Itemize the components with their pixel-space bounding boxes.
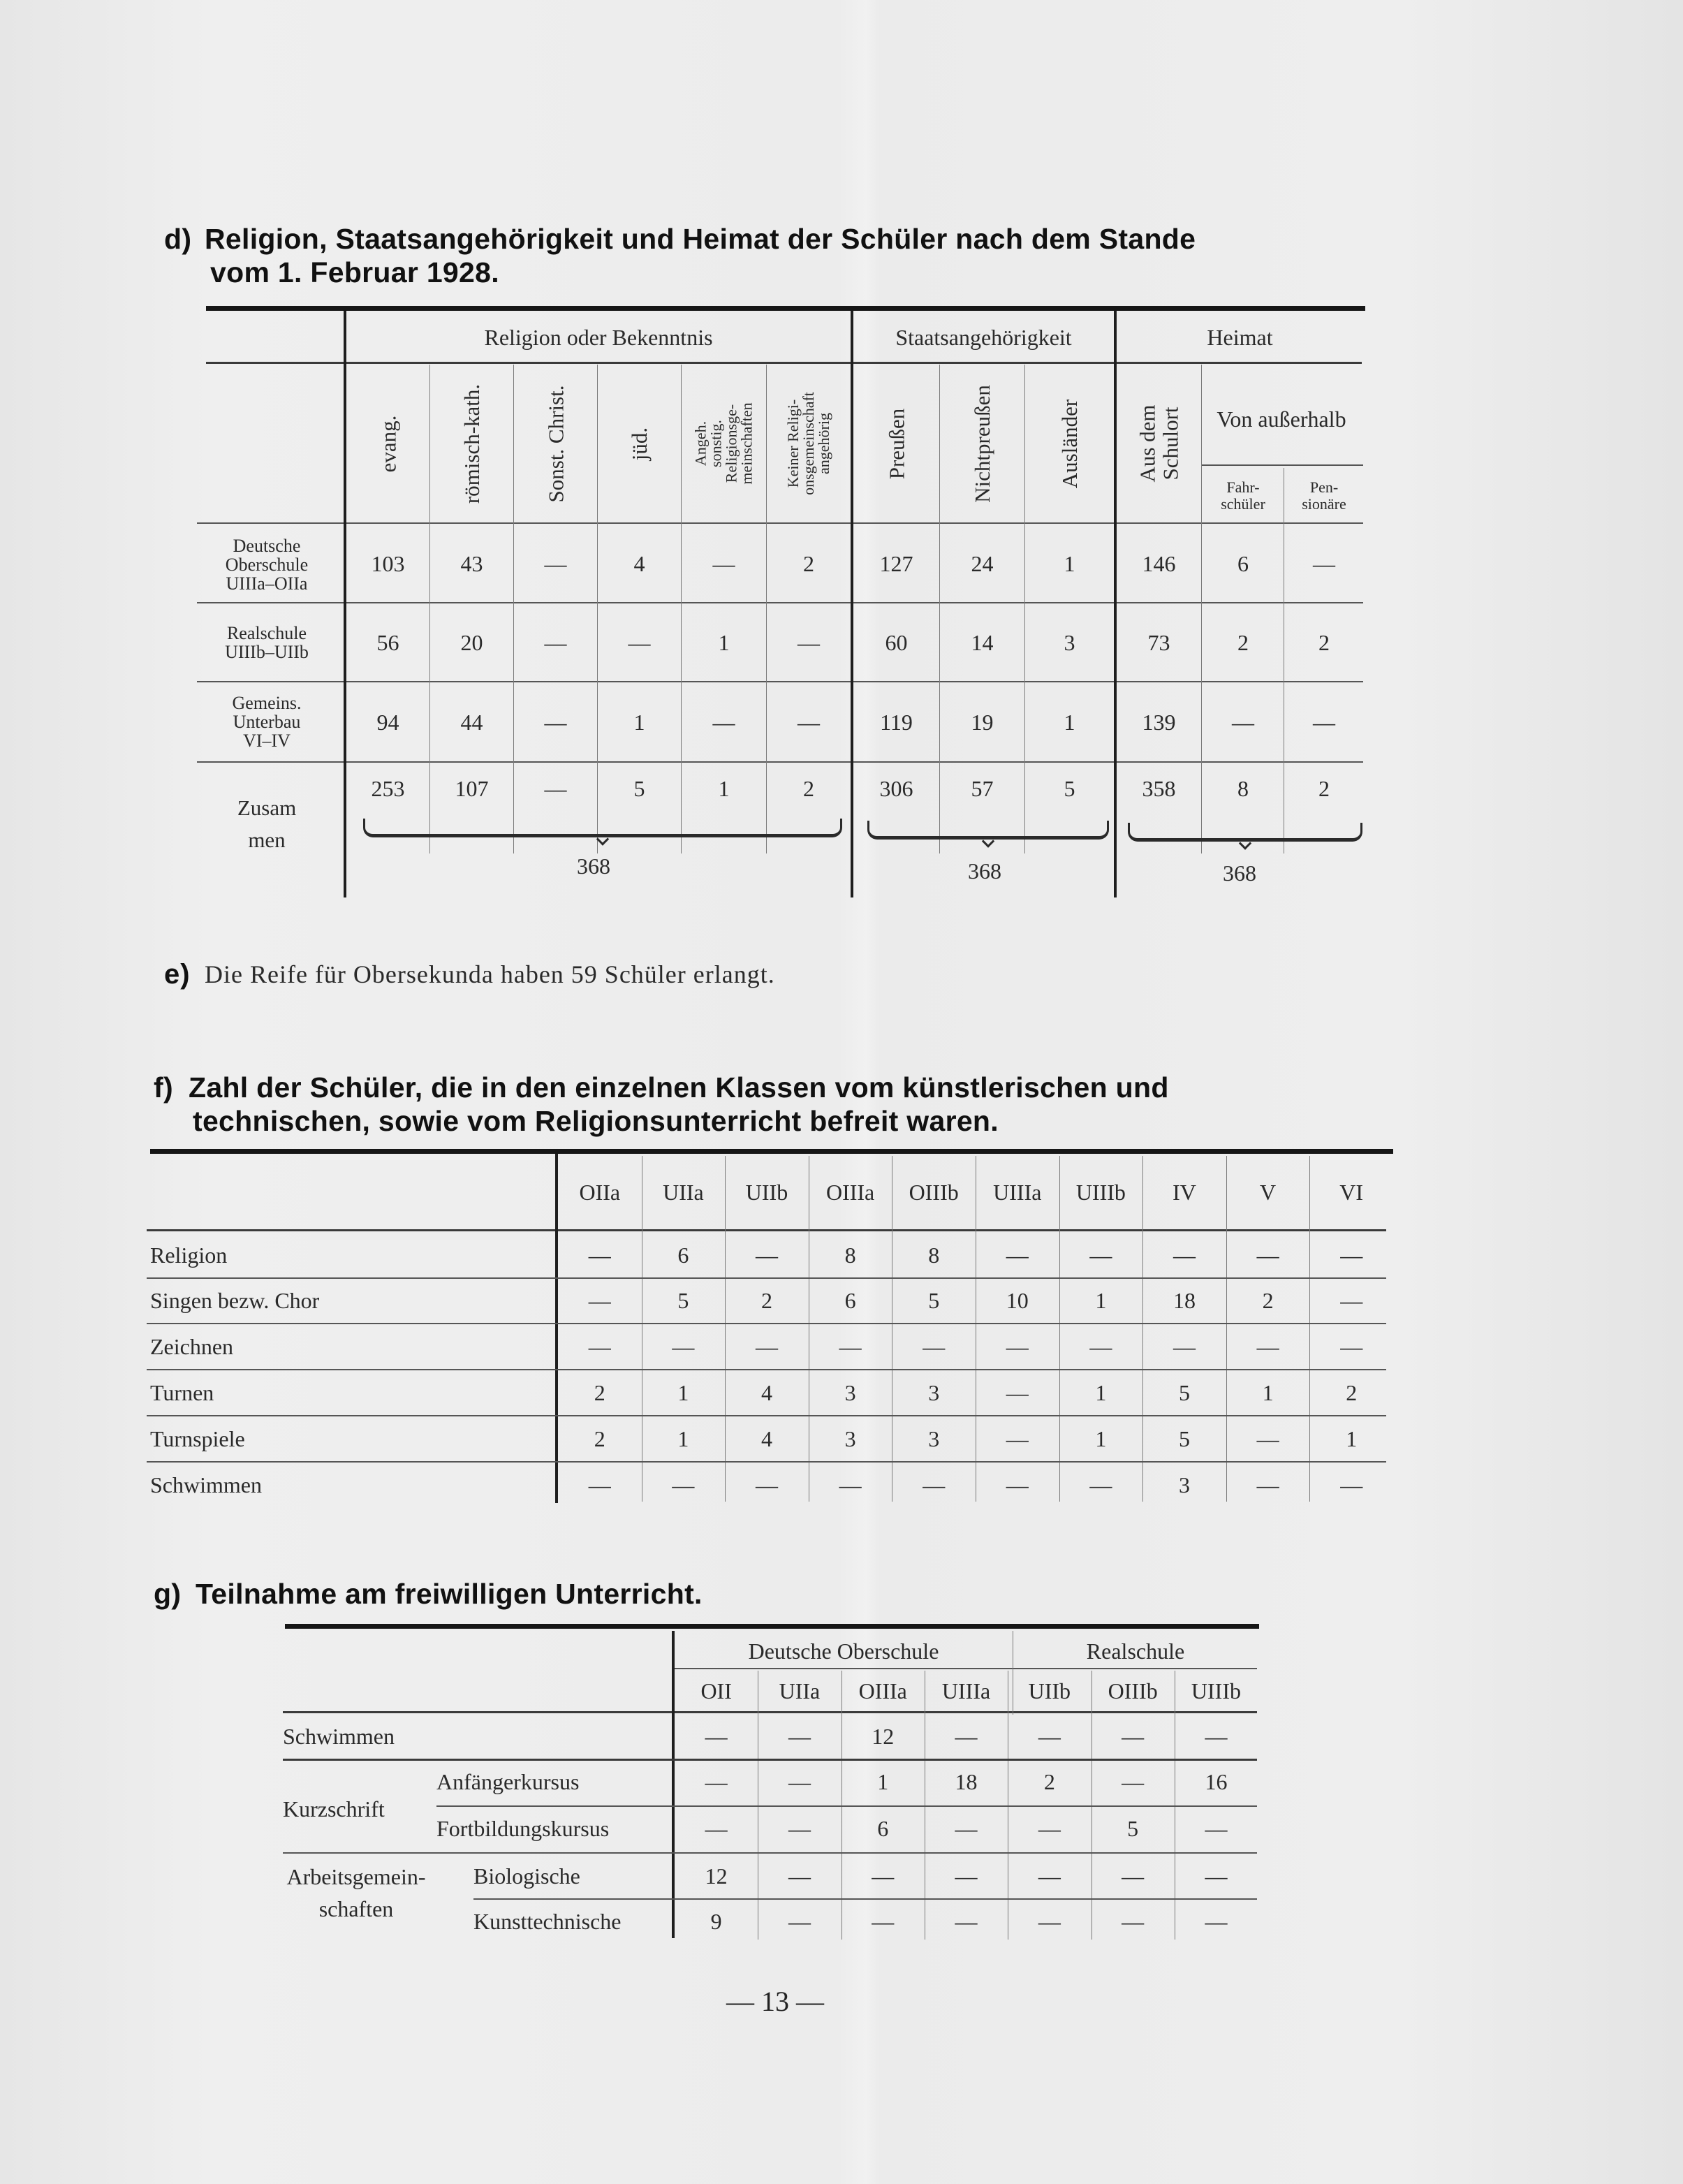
table-g-cell: — [788, 1863, 811, 1889]
table-d-cell: 43 [460, 550, 483, 576]
table-d-cell: 253 [371, 775, 405, 801]
table-f-cell: 5 [677, 1287, 689, 1313]
table-f-cell: — [839, 1472, 862, 1497]
table-d-subgroup-rule [1201, 464, 1363, 466]
table-f-cell: 3 [928, 1379, 940, 1405]
table-d-cell: 20 [460, 630, 483, 655]
table-g-cell: — [788, 1723, 811, 1749]
col-header-sonst-christ [514, 365, 597, 522]
col-header-pensionaere: Pen-sionäre [1302, 478, 1346, 513]
table-g-cell: 6 [877, 1815, 889, 1841]
table-d-cell: 3 [1064, 630, 1075, 655]
row-label-deutsche-oberschule: Deutsche Oberschule UIIIa–OIIa [225, 535, 309, 594]
table-f-col-header: OIIa [579, 1180, 621, 1205]
table-f-cell: — [1256, 1333, 1279, 1359]
section-d-title-line1: Religion, Staatsangehörigkeit und Heimat der Schüler nach dem Stande [205, 223, 1196, 255]
col-header-evang [346, 365, 429, 522]
table-f-cell: 3 [844, 1426, 856, 1451]
table-d-top-rule [206, 306, 1365, 311]
table-f-cell: — [1340, 1287, 1363, 1313]
group-header-citizenship: Staatsangehörigkeit [895, 324, 1072, 350]
table-d-cell: 44 [460, 710, 483, 735]
table-f-cell: — [1006, 1379, 1029, 1405]
section-f-label: f) [154, 1071, 173, 1104]
section-d-heading [164, 222, 1414, 289]
table-f-cell: — [1006, 1242, 1029, 1268]
table-g-row-rule [436, 1805, 1257, 1807]
table-g-cell: 12 [872, 1723, 895, 1749]
col-header-text: Keiner Religi-onsgemeinschaft angehörig [784, 392, 832, 495]
table-d-cell: 2 [1318, 630, 1330, 655]
section-e-label: e) [164, 958, 191, 990]
table-g-cell: — [955, 1723, 978, 1749]
table-f-row-label: Turnspiele [150, 1426, 245, 1451]
table-d-cell: 1 [1064, 550, 1075, 576]
table-g-cell: — [705, 1768, 728, 1794]
table-f-cell: — [1340, 1242, 1363, 1268]
table-g-cell: — [1122, 1723, 1145, 1749]
table-f-cell: — [1256, 1426, 1279, 1451]
table-f-row-label: Singen bezw. Chor [150, 1287, 320, 1313]
brace-home [1128, 823, 1362, 842]
row-group-kurzschrift: Kurzschrift [283, 1796, 385, 1822]
table-g-cell: — [788, 1908, 811, 1934]
table-f-cell: 2 [1346, 1379, 1358, 1405]
table-g-cell: — [1122, 1768, 1145, 1794]
table-d-cell: 5 [1064, 775, 1075, 801]
table-d-group-rule [206, 362, 1362, 364]
table-f-cell: — [1006, 1333, 1029, 1359]
table-d-header-bottom [197, 522, 1363, 524]
row-label-unterbau: Gemeins. Unterbau VI–IV [232, 692, 302, 751]
table-g-row-label: Anfängerkursus [436, 1768, 580, 1794]
table-f-cell: — [1173, 1333, 1196, 1359]
table-f-cell: 6 [677, 1242, 689, 1268]
table-f-cell: — [755, 1333, 778, 1359]
table-f-cell: 1 [1095, 1379, 1107, 1405]
col-header-text: römisch-kath. [460, 383, 485, 504]
table-d-cell: 6 [1237, 550, 1249, 576]
table-g-cell: — [788, 1768, 811, 1794]
table-f-col-header: VI [1339, 1180, 1364, 1205]
table-f-cell: 2 [760, 1287, 772, 1313]
table-f-cell: — [588, 1287, 611, 1313]
group-header-home-outside: Von außerhalb [1217, 406, 1346, 432]
table-g-cell: — [1038, 1723, 1061, 1749]
table-d-cell: — [544, 710, 567, 735]
table-f-cell: 6 [844, 1287, 856, 1313]
col-header-keine-religion [767, 365, 851, 522]
table-f-row-label: Turnen [150, 1379, 214, 1405]
table-f-cell: — [588, 1242, 611, 1268]
table-d-cell: 1 [633, 710, 645, 735]
section-d-title-line2: vom 1. Februar 1928. [210, 256, 499, 288]
table-g-cell: — [788, 1815, 811, 1841]
table-f-cell: — [755, 1242, 778, 1268]
table-g-row-label: Kunsttechnische [473, 1908, 622, 1934]
table-g-cell: — [1122, 1908, 1145, 1934]
table-d-cell: 14 [971, 630, 994, 655]
table-f-cell: — [1340, 1333, 1363, 1359]
table-f-cell: 1 [1262, 1379, 1274, 1405]
table-d-row-rule [197, 681, 1363, 682]
table-d-cell: 2 [1318, 775, 1330, 801]
col-header-roem-kath [430, 365, 513, 522]
table-f-col-header: UIIIb [1075, 1180, 1126, 1205]
table-g-cell: — [1205, 1863, 1228, 1889]
page-number: — 13 — [726, 1985, 824, 2017]
table-d-cell: 19 [971, 710, 994, 735]
table-g-cell: — [955, 1908, 978, 1934]
table-g-cell: 12 [705, 1863, 728, 1889]
table-g-cell: — [1122, 1863, 1145, 1889]
table-d-row-rule [197, 602, 1363, 603]
table-f-cell: — [1006, 1472, 1029, 1497]
group-header-realschule: Realschule [1086, 1638, 1185, 1664]
table-f-cell: 2 [594, 1426, 605, 1451]
table-g-group-rule [675, 1668, 1257, 1669]
table-d-cell: — [798, 630, 820, 655]
table-g-cell: — [872, 1863, 895, 1889]
total-religion: 368 [577, 853, 610, 879]
table-d-cell: 24 [971, 550, 994, 576]
table-f-cell: 3 [1178, 1472, 1190, 1497]
table-f-col-header: UIIIa [993, 1180, 1042, 1205]
table-d-cell: — [544, 630, 567, 655]
table-d-cell: — [1313, 710, 1335, 735]
col-header-auslaender [1025, 365, 1114, 522]
table-g-cell: 16 [1205, 1768, 1228, 1794]
table-g-row-rule [473, 1898, 1257, 1900]
table-f-cell: 3 [844, 1379, 856, 1405]
table-f-cell: 2 [1262, 1287, 1274, 1313]
table-g-row-rule [283, 1852, 1257, 1854]
table-f-cell: 1 [677, 1379, 689, 1405]
table-d-cell: 107 [455, 775, 489, 801]
brace-citizenship [867, 821, 1109, 840]
col-header-preussen [853, 365, 939, 522]
table-f-cell: — [1006, 1426, 1029, 1451]
table-f-col-header: UIIa [663, 1180, 704, 1205]
table-g-cell: — [1038, 1863, 1061, 1889]
total-citizenship: 368 [968, 858, 1001, 884]
section-d-label: d) [164, 223, 192, 255]
row-label-zusammen: Zusammen [237, 796, 297, 852]
table-g-col-header: OIIIa [858, 1678, 907, 1703]
table-f-cell: 5 [1178, 1379, 1190, 1405]
table-d-cell: — [712, 550, 735, 576]
group-header-deutsche-oberschule: Deutsche Oberschule [748, 1638, 939, 1664]
table-g-cell: — [705, 1815, 728, 1841]
section-g-label: g) [154, 1578, 182, 1610]
table-f-cell: — [1173, 1242, 1196, 1268]
table-d-cell: 1 [1064, 710, 1075, 735]
col-header-text: Preußen [884, 408, 909, 479]
section-e-text: Die Reife für Obersekunda haben 59 Schüler erlangt. [205, 960, 775, 988]
section-e [164, 953, 1281, 995]
table-g-col-header: OIIIb [1108, 1678, 1158, 1703]
col-header-text: Aus dem Schulort [1135, 404, 1183, 483]
table-d-cell: 57 [971, 775, 994, 801]
table-d-cell: 94 [376, 710, 399, 735]
col-header-sonstige-religion [682, 365, 766, 522]
table-f-cell: — [588, 1333, 611, 1359]
col-header-jued [598, 365, 681, 522]
table-f-cell: 2 [594, 1379, 605, 1405]
table-f-cell: 5 [928, 1287, 940, 1313]
table-f-cell: — [839, 1333, 862, 1359]
table-d-cell: 119 [880, 710, 913, 735]
table-d-cell: 103 [371, 550, 405, 576]
table-f-cell: 18 [1173, 1287, 1196, 1313]
table-d-cell: 56 [376, 630, 399, 655]
table-g-cell: — [872, 1908, 895, 1934]
table-f-cell: 1 [1095, 1426, 1107, 1451]
table-g-col-header: UIIIb [1191, 1678, 1241, 1703]
table-f-cell: — [1340, 1472, 1363, 1497]
table-g-header-bottom [283, 1711, 1257, 1713]
table-d-cell: — [544, 775, 567, 801]
table-g-cell: 1 [877, 1768, 889, 1794]
table-d-cell: 4 [633, 550, 645, 576]
table-f-header-bottom [147, 1229, 1386, 1231]
table-f-cell: 1 [677, 1426, 689, 1451]
table-f-top-rule [150, 1149, 1393, 1154]
table-g-cell: — [1205, 1815, 1228, 1841]
col-header-text: Sonst. Christ. [543, 385, 568, 502]
section-g-title: Teilnahme am freiwilligen Unterricht. [196, 1578, 703, 1610]
table-f-cell: 4 [760, 1379, 772, 1405]
table-f-cell: 3 [928, 1426, 940, 1451]
table-d-cell: 2 [1237, 630, 1249, 655]
table-d-cell: 358 [1142, 775, 1176, 801]
table-f-cell: — [588, 1472, 611, 1497]
table-d-cell: 1 [718, 775, 730, 801]
table-f-cell: 1 [1346, 1426, 1358, 1451]
table-d-cell: 146 [1142, 550, 1176, 576]
table-d-cell: 5 [633, 775, 645, 801]
table-g-row-label: Biologische [473, 1863, 580, 1889]
table-f-cell: 1 [1095, 1287, 1107, 1313]
table-g-row-label: Schwimmen [283, 1723, 395, 1749]
table-f-cell: 4 [760, 1426, 772, 1451]
table-f-cell: 8 [928, 1242, 940, 1268]
section-f-title-line1: Zahl der Schüler, die in den einzelnen Klassen vom künstlerischen und [189, 1071, 1169, 1104]
table-g-cell: 18 [955, 1768, 978, 1794]
table-f-col-header: OIIIb [909, 1180, 959, 1205]
table-d-cell: — [1313, 550, 1335, 576]
table-d-cell: 60 [885, 630, 908, 655]
table-d-col-divider [1201, 365, 1202, 853]
table-f-col-header: UIIb [745, 1180, 788, 1205]
table-f-cell: — [1256, 1472, 1279, 1497]
table-f-cell: — [1089, 1333, 1112, 1359]
col-header-aus-dem-schulort [1117, 365, 1201, 522]
group-header-religion: Religion oder Bekenntnis [484, 324, 713, 350]
col-header-text: evang. [376, 415, 400, 472]
table-g-cell: 2 [1043, 1768, 1055, 1794]
table-d-cell: 2 [803, 775, 814, 801]
row-label-realschule: Realschule UIIIb–UIIb [225, 623, 309, 662]
table-d-cell: — [798, 710, 820, 735]
table-d-cell: 139 [1142, 710, 1176, 735]
table-g-col-header: UIIIa [941, 1678, 991, 1703]
table-f-cell: — [1089, 1472, 1112, 1497]
table-f-row-label: Religion [150, 1242, 228, 1268]
table-d-cell: — [1232, 710, 1254, 735]
table-g-cell: — [1205, 1723, 1228, 1749]
table-d-cell: 2 [803, 550, 814, 576]
table-g-cell: — [955, 1815, 978, 1841]
group-header-home: Heimat [1207, 324, 1273, 350]
row-group-arbeitsgemeinschaften: Arbeitsgemein-schaften [286, 1864, 426, 1921]
table-d-cell: 127 [879, 550, 913, 576]
table-g-row-rule [283, 1759, 1257, 1761]
table-f-cell: — [755, 1472, 778, 1497]
table-f-cell: — [1256, 1242, 1279, 1268]
table-g-cell: 9 [710, 1908, 722, 1934]
table-f-row-label: Zeichnen [150, 1333, 234, 1359]
table-f-cell: 5 [1178, 1426, 1190, 1451]
table-f-cell: — [923, 1333, 946, 1359]
table-f-cell: 10 [1006, 1287, 1029, 1313]
table-d-cell: 306 [879, 775, 913, 801]
table-d-cell: — [628, 630, 651, 655]
col-header-text: jüd. [627, 427, 652, 460]
table-f-col-header: OIIIa [825, 1180, 875, 1205]
table-g-cell: — [1038, 1815, 1061, 1841]
table-f-col-header: IV [1173, 1180, 1196, 1205]
table-g-col-header: UIIa [779, 1678, 821, 1703]
table-d-cell: — [544, 550, 567, 576]
col-header-fahrschueler: Fahr-schüler [1221, 478, 1265, 513]
section-g-heading [154, 1577, 1201, 1611]
table-f-row-label: Schwimmen [150, 1472, 262, 1497]
brace-religion [363, 819, 842, 837]
table-d-row-rule [197, 761, 1363, 763]
col-header-nichtpreussen [940, 365, 1024, 522]
table-g-top-rule [285, 1624, 1259, 1629]
total-home: 368 [1223, 860, 1256, 886]
table-g-cell: — [955, 1863, 978, 1889]
table-g-row-label: Fortbildungskursus [436, 1815, 610, 1841]
table-f-cell: 8 [844, 1242, 856, 1268]
section-f-heading [154, 1071, 1411, 1138]
section-f-title-line2: technischen, sowie vom Religionsunterricht befreit waren. [193, 1105, 999, 1137]
table-g-cell: 5 [1127, 1815, 1139, 1841]
col-header-text: Nichtpreußen [970, 384, 994, 503]
table-d-cell: 1 [718, 630, 730, 655]
table-f-cell: — [923, 1472, 946, 1497]
table-f-col-header: V [1260, 1180, 1277, 1205]
col-header-text: Angeh. sonstig. Religionsge-meinschaften [691, 402, 756, 485]
table-g-col-header: UIIb [1028, 1678, 1071, 1703]
table-f-cell: — [1089, 1242, 1112, 1268]
table-d-cell: — [712, 710, 735, 735]
table-d-cell: 73 [1147, 630, 1170, 655]
table-g-cell: — [1205, 1908, 1228, 1934]
col-header-text: Ausländer [1057, 399, 1082, 488]
table-d-cell: 8 [1237, 775, 1249, 801]
table-g-col-header: OII [700, 1678, 732, 1703]
table-f-cell: — [672, 1472, 695, 1497]
table-g-cell: — [705, 1723, 728, 1749]
table-g-cell: — [1038, 1908, 1061, 1934]
table-f-cell: — [672, 1333, 695, 1359]
